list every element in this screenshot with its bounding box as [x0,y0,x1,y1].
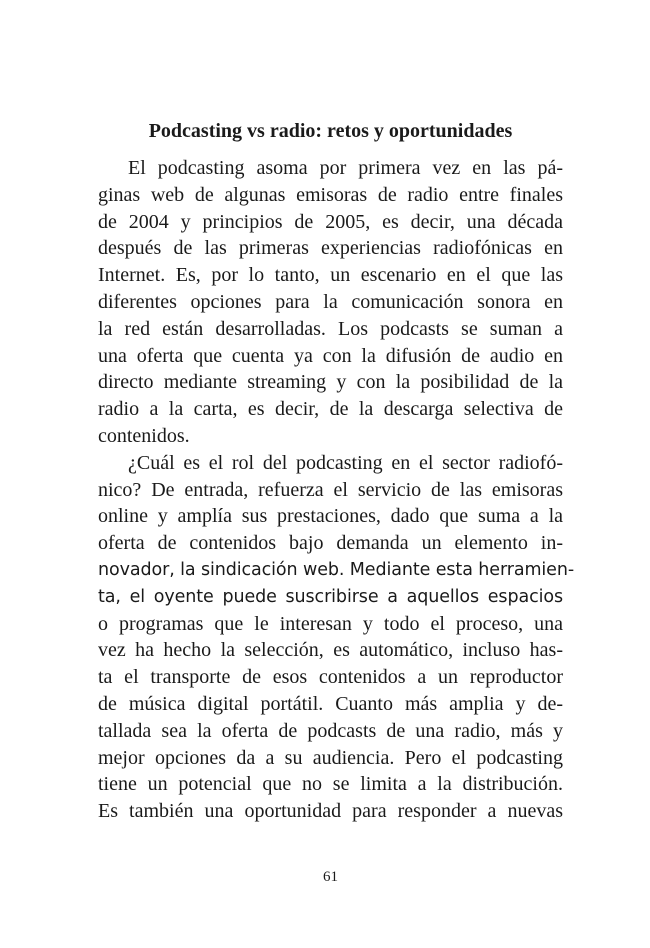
text-line: ta el transporte de esos contenidos a un reproductor [98,666,563,689]
text-line: Es también una oportunidad para responder a nuevas [98,800,563,823]
text-line: de música digital portátil. Cuanto más amplia y de- [98,692,563,715]
text-line: tiene un potencial que no se limita a la distribución. [98,773,563,796]
text-line: directo mediante streaming y con la posibilidad de la [98,371,563,394]
text-line: nico? De entrada, refuerza el servicio de las emisoras [98,478,563,501]
text-line: mejor opciones da a su audiencia. Pero el podcasting [98,746,563,769]
section-heading: Podcasting vs radio: retos y oportunidades [148,120,513,142]
book-page [98,0,575,948]
text-line: Internet. Es, por lo tanto, un escenario en el que las [98,264,563,287]
text-line: tallada sea la oferta de podcasts de una radio, más y [98,719,563,742]
text-line: vez ha hecho la selección, es automático, incluso has- [98,639,563,662]
text-line: El podcasting asoma por primera vez en las pá- [128,157,563,179]
text-line: novador, la sindicación web. Mediante esta herramien- [98,559,575,580]
text-line: ginas web de algunas emisoras de radio entre finales [98,183,563,206]
text-line: de 2004 y principios de 2005, es decir, una década [98,210,563,233]
page-number: 61 [323,869,338,885]
text-line: ta, el oyente puede suscribirse a aquellos espacios [98,586,563,607]
text-line: la red están desarrolladas. Los podcasts se suman a [98,317,563,340]
body-text [98,155,575,825]
text-line: después de las primeras experiencias radiofónicas en [98,237,563,260]
text-line: diferentes opciones para la comunicación sonora en [98,290,563,313]
text-line: online y amplía sus prestaciones, dado que suma a la [98,505,563,528]
text-line: contenidos. [98,424,190,447]
text-line: radio a la carta, es decir, de la descarga selectiva de [98,398,563,421]
text-line: o programas que le interesan y todo el proceso, una [98,612,563,635]
text-line: ¿Cuál es el rol del podcasting en el sector radiofó- [128,451,563,474]
text-line: oferta de contenidos bajo demanda un elemento in- [98,532,563,555]
text-line: una oferta que cuenta ya con la difusión de audio en [98,344,563,367]
